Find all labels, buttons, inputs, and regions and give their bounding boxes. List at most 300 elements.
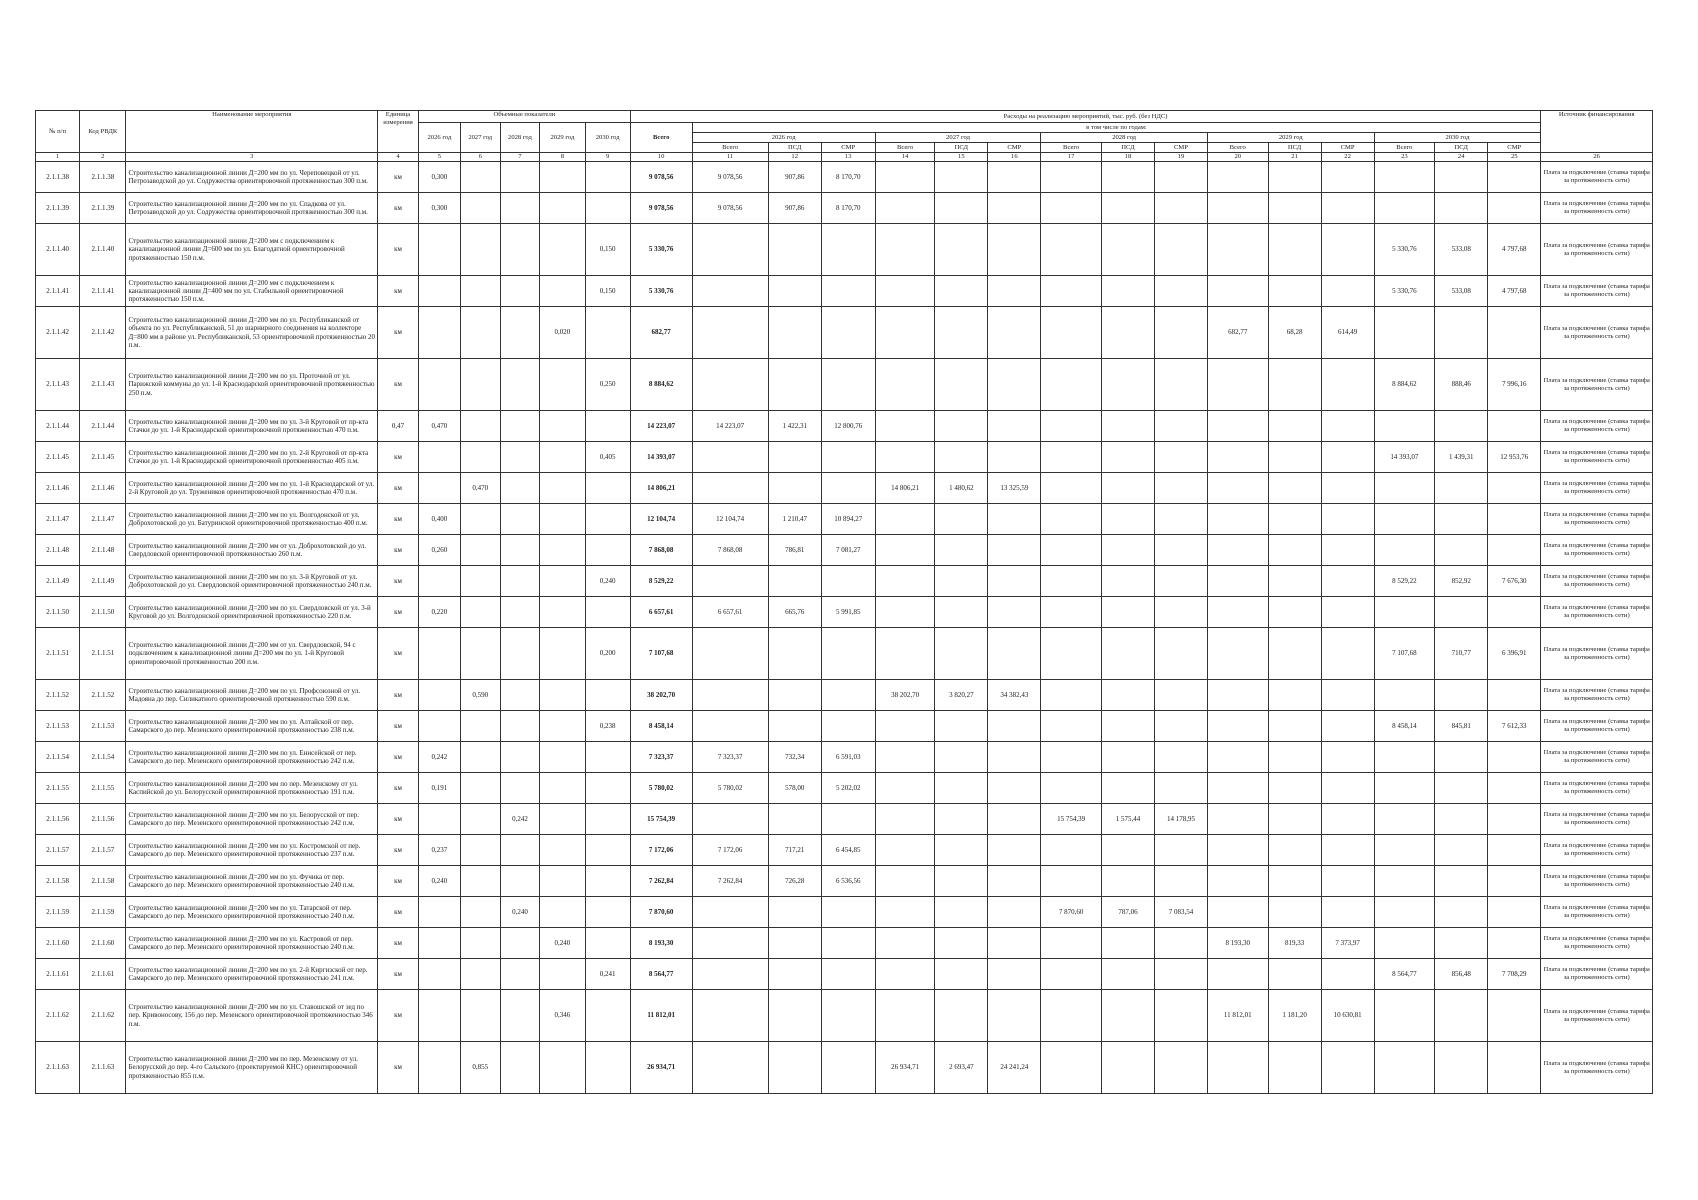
cell-expense (1101, 990, 1154, 1042)
cell-expense (821, 680, 875, 711)
cell-expense: 7 870,60 (1041, 897, 1102, 928)
cell-num: 2.1.1.55 (36, 773, 80, 804)
cell-expense (1435, 1042, 1488, 1094)
cell-expense (1207, 224, 1268, 276)
cell-volume-2030 (585, 990, 630, 1042)
cell-expense (692, 628, 768, 680)
cell-expense (692, 276, 768, 307)
cell-expense (1374, 835, 1435, 866)
cell-expense (988, 411, 1041, 442)
cell-volume-2030 (585, 742, 630, 773)
cell-volume-2030 (585, 535, 630, 566)
header-volume: Объемные показатели (418, 111, 630, 123)
cell-expense (875, 566, 935, 597)
cell-expense (875, 193, 935, 224)
cell-expense (1101, 307, 1154, 359)
column-number: 20 (1207, 153, 1268, 162)
cell-expense (692, 711, 768, 742)
cell-unit: км (378, 193, 419, 224)
cell-volume-2028 (500, 835, 540, 866)
cell-code: 2.1.1.50 (80, 597, 126, 628)
cell-expense (875, 835, 935, 866)
cell-total: 7 262,84 (630, 866, 692, 897)
cell-total: 14 806,21 (630, 473, 692, 504)
cell-expense (1374, 928, 1435, 959)
cell-expense (1374, 307, 1435, 359)
cell-num: 2.1.1.56 (36, 804, 80, 835)
table-row (36, 742, 1653, 773)
cell-volume-2029 (540, 504, 585, 535)
cell-name: Строительство канализационной линии Д=200 мм по ул. Волгодонской от ул. Доброхотовской до ул. Батуринской ориентировочной протяженностью 400 п.м. (126, 504, 378, 535)
cell-expense (1435, 835, 1488, 866)
cell-expense (1207, 835, 1268, 866)
column-number: 13 (821, 153, 875, 162)
cell-volume-2030 (585, 680, 630, 711)
cell-expense: 1 181,20 (1268, 990, 1321, 1042)
cell-unit: км (378, 566, 419, 597)
cell-expense (1207, 866, 1268, 897)
cell-expense: 8 564,77 (1374, 959, 1435, 990)
cell-expense (1374, 162, 1435, 193)
cell-expense (1488, 866, 1541, 897)
cell-name: Строительство канализационной линии Д=200 мм по ул. Костромской от пер. Самарского до пер. Мезенского ориентировочной протяженностью 237 п.м. (126, 835, 378, 866)
cell-expense (768, 804, 821, 835)
cell-num: 2.1.1.51 (36, 628, 80, 680)
cell-num: 2.1.1.40 (36, 224, 80, 276)
cell-expense (1207, 628, 1268, 680)
cell-expense (821, 897, 875, 928)
cell-name: Строительство канализационной линии Д=200 мм по ул. Алтайской от пер. Самарского до пер. Мезенского ориентировочной протяженностью 238 п.м. (126, 711, 378, 742)
cell-expense: 2 693,47 (935, 1042, 988, 1094)
cell-expense (1488, 473, 1541, 504)
cell-name: Строительство канализационной линии Д=200 мм от ул. Свердловской, 94 с подключением к канализационной линии Д=200 мм по ул. 1-й Круговой ориентировочной протяженностью 200 п.м. (126, 628, 378, 680)
cell-source: Плата за подключение (ставка тарифа за протяженность сети) (1541, 535, 1653, 566)
table-row (36, 276, 1653, 307)
cell-expense (1268, 224, 1321, 276)
cell-name: Строительство канализационной линии Д=200 мм по ул. Профсоюзной от ул. Мадояна до пер. Силикатного ориентировочной протяженностью 590 п.м. (126, 680, 378, 711)
cell-expense (875, 928, 935, 959)
cell-expense (1321, 442, 1374, 473)
cell-expense (1154, 162, 1207, 193)
cell-expense (988, 162, 1041, 193)
cell-expense (988, 224, 1041, 276)
cell-volume-2026 (418, 359, 460, 411)
cell-expense: 6 536,56 (821, 866, 875, 897)
cell-expense (988, 535, 1041, 566)
cell-volume-2027 (460, 359, 500, 411)
cell-expense (988, 359, 1041, 411)
cell-expense (821, 307, 875, 359)
header-vol-2030: 2030 год (585, 123, 630, 153)
cell-code: 2.1.1.44 (80, 411, 126, 442)
cell-expense (1268, 535, 1321, 566)
cell-volume-2026 (418, 473, 460, 504)
cell-source: Плата за подключение (ставка тарифа за протяженность сети) (1541, 928, 1653, 959)
cell-expense (935, 990, 988, 1042)
cell-volume-2027 (460, 504, 500, 535)
table-row (36, 711, 1653, 742)
cell-expense (1041, 566, 1102, 597)
cell-volume-2029 (540, 628, 585, 680)
cell-unit: км (378, 276, 419, 307)
cell-num: 2.1.1.54 (36, 742, 80, 773)
cell-total: 5 330,76 (630, 224, 692, 276)
cell-expense (692, 307, 768, 359)
cell-volume-2029 (540, 473, 585, 504)
cell-unit: км (378, 680, 419, 711)
cell-code: 2.1.1.53 (80, 711, 126, 742)
cell-expense (1488, 193, 1541, 224)
cell-expense (875, 597, 935, 628)
cell-expense (1488, 804, 1541, 835)
cell-expense: 533,08 (1435, 224, 1488, 276)
cell-expense (768, 990, 821, 1042)
cell-expense (1374, 897, 1435, 928)
table-row (36, 866, 1653, 897)
cell-expense (1154, 742, 1207, 773)
cell-expense (1321, 276, 1374, 307)
cell-unit: 0,47 (378, 411, 419, 442)
cell-expense: 8 170,70 (821, 162, 875, 193)
table-row (36, 504, 1653, 535)
cell-expense (1101, 566, 1154, 597)
cell-name: Строительство канализационной линии Д=200 мм по ул. Белорусской от пер. Самарского до пер. Мезенского ориентировочной протяженностью 242 п.м. (126, 804, 378, 835)
cell-volume-2030: 0,200 (585, 628, 630, 680)
cell-source: Плата за подключение (ставка тарифа за протяженность сети) (1541, 835, 1653, 866)
cell-expense (1101, 1042, 1154, 1094)
header-exp-2026: 2026 год (692, 133, 875, 143)
cell-expense (821, 711, 875, 742)
cell-volume-2029 (540, 773, 585, 804)
cell-expense: 6 454,85 (821, 835, 875, 866)
cell-volume-2026 (418, 928, 460, 959)
cell-total: 38 202,70 (630, 680, 692, 711)
cell-name: Строительство канализационной линии Д=200 мм с подключением к канализационной линии Д=600 мм по ул. Благодатной ориентировочной протяженностью 150 п.м. (126, 224, 378, 276)
cell-name: Строительство канализационной линии Д=200 мм по пер. Мезенскому от ул. Белорусской до пер. 4-го Сальского (проектируемой КНС) ориентировочной протяженностью 855 п.м. (126, 1042, 378, 1094)
cell-volume-2026 (418, 442, 460, 473)
cell-expense: 726,28 (768, 866, 821, 897)
cell-code: 2.1.1.43 (80, 359, 126, 411)
table-row (36, 224, 1653, 276)
cell-volume-2029 (540, 804, 585, 835)
cell-expense (1321, 773, 1374, 804)
cell-expense (1488, 307, 1541, 359)
cell-expense (935, 307, 988, 359)
cell-source: Плата за подключение (ставка тарифа за протяженность сети) (1541, 628, 1653, 680)
cell-expense (1101, 224, 1154, 276)
cell-expense: 38 202,70 (875, 680, 935, 711)
cell-expense (935, 276, 988, 307)
cell-expense: 14 393,07 (1374, 442, 1435, 473)
cell-expense (1041, 711, 1102, 742)
cell-volume-2028 (500, 359, 540, 411)
cell-num: 2.1.1.53 (36, 711, 80, 742)
cell-expense (1207, 193, 1268, 224)
cell-expense (1041, 1042, 1102, 1094)
cell-expense (1321, 897, 1374, 928)
cell-expense (1435, 742, 1488, 773)
cell-expense (1041, 442, 1102, 473)
table-row (36, 1042, 1653, 1094)
cell-expense (875, 866, 935, 897)
cell-expense: 14 806,21 (875, 473, 935, 504)
cell-expense (768, 628, 821, 680)
cell-expense (1041, 959, 1102, 990)
cell-expense: 7 868,08 (692, 535, 768, 566)
cell-expense: 787,06 (1101, 897, 1154, 928)
cell-expense (1488, 835, 1541, 866)
cell-expense (988, 835, 1041, 866)
cell-expense: 68,28 (1268, 307, 1321, 359)
cell-volume-2030: 0,150 (585, 276, 630, 307)
cell-expense (1041, 276, 1102, 307)
header-exp-2030: 2030 год (1374, 133, 1541, 143)
cell-volume-2029 (540, 162, 585, 193)
cell-total: 6 657,61 (630, 597, 692, 628)
cell-volume-2028 (500, 224, 540, 276)
cell-expense (1268, 473, 1321, 504)
cell-total: 14 393,07 (630, 442, 692, 473)
cell-volume-2028 (500, 473, 540, 504)
cell-volume-2028 (500, 990, 540, 1042)
cell-volume-2026 (418, 804, 460, 835)
cell-expense: 4 797,68 (1488, 276, 1541, 307)
cell-expense (1321, 835, 1374, 866)
subcol-total: Всего (692, 143, 768, 153)
cell-total: 12 104,74 (630, 504, 692, 535)
cell-volume-2030 (585, 504, 630, 535)
cell-expense: 1 210,47 (768, 504, 821, 535)
column-number: 16 (988, 153, 1041, 162)
cell-volume-2027 (460, 866, 500, 897)
header-exp-2027: 2027 год (875, 133, 1041, 143)
cell-expense (692, 224, 768, 276)
cell-expense (1207, 773, 1268, 804)
cell-name: Строительство канализационной линии Д=200 мм по ул. Енисейской от пер. Самарского до пер. Мезенского ориентировочной протяженностью 242 п.м. (126, 742, 378, 773)
cell-num: 2.1.1.47 (36, 504, 80, 535)
cell-expense (1488, 411, 1541, 442)
cell-expense (1321, 359, 1374, 411)
cell-expense (1488, 990, 1541, 1042)
cell-expense (1488, 897, 1541, 928)
cell-expense (1101, 711, 1154, 742)
cell-volume-2027 (460, 928, 500, 959)
cell-total: 5 330,76 (630, 276, 692, 307)
cell-volume-2028 (500, 566, 540, 597)
cell-expense (1154, 473, 1207, 504)
cell-total: 7 323,37 (630, 742, 692, 773)
cell-expense (935, 804, 988, 835)
cell-total: 7 868,08 (630, 535, 692, 566)
cell-expense: 614,49 (1321, 307, 1374, 359)
cell-expense (1488, 162, 1541, 193)
cell-expense (1488, 1042, 1541, 1094)
cell-expense (692, 959, 768, 990)
cell-expense (1374, 1042, 1435, 1094)
subcol-smr: СМР (1154, 143, 1207, 153)
cell-num: 2.1.1.46 (36, 473, 80, 504)
cell-expense (1268, 276, 1321, 307)
cell-volume-2027 (460, 307, 500, 359)
cell-expense: 1 439,31 (1435, 442, 1488, 473)
cell-expense (1268, 804, 1321, 835)
cell-expense (1435, 162, 1488, 193)
cell-expense (1321, 959, 1374, 990)
table-row (36, 359, 1653, 411)
cell-expense (1207, 359, 1268, 411)
cell-unit: км (378, 835, 419, 866)
cell-expense: 24 241,24 (988, 1042, 1041, 1094)
cell-num: 2.1.1.49 (36, 566, 80, 597)
cell-expense (1041, 473, 1102, 504)
cell-expense (988, 928, 1041, 959)
cell-expense (768, 680, 821, 711)
cell-num: 2.1.1.50 (36, 597, 80, 628)
cell-volume-2030 (585, 597, 630, 628)
cell-volume-2026 (418, 628, 460, 680)
cell-expense (935, 711, 988, 742)
cell-expense (1207, 597, 1268, 628)
cell-expense: 8 170,70 (821, 193, 875, 224)
cell-expense (1435, 535, 1488, 566)
cell-expense (1321, 193, 1374, 224)
cell-expense (1268, 897, 1321, 928)
cell-expense (1374, 773, 1435, 804)
table-row (36, 928, 1653, 959)
cell-code: 2.1.1.45 (80, 442, 126, 473)
cell-volume-2029 (540, 411, 585, 442)
cell-expense (1321, 804, 1374, 835)
cell-expense (1268, 866, 1321, 897)
column-number: 12 (768, 153, 821, 162)
header-total: Всего (630, 123, 692, 153)
cell-total: 8 458,14 (630, 711, 692, 742)
column-number: 9 (585, 153, 630, 162)
cell-expense (875, 359, 935, 411)
cell-expense (692, 442, 768, 473)
cell-expense: 5 202,02 (821, 773, 875, 804)
cell-volume-2029 (540, 959, 585, 990)
cell-expense (1488, 597, 1541, 628)
cell-expense (692, 359, 768, 411)
header-vol-2028: 2028 год (500, 123, 540, 153)
cell-expense (1154, 504, 1207, 535)
cell-num: 2.1.1.57 (36, 835, 80, 866)
column-number: 2 (80, 153, 126, 162)
cell-volume-2026 (418, 224, 460, 276)
cell-expense (1154, 224, 1207, 276)
subcol-smr: СМР (988, 143, 1041, 153)
column-number: 19 (1154, 153, 1207, 162)
cell-expense (1101, 276, 1154, 307)
cell-expense (821, 628, 875, 680)
cell-unit: км (378, 442, 419, 473)
cell-volume-2030 (585, 473, 630, 504)
cell-name: Строительство канализационной линии Д=200 мм по ул. Череповецкой от ул. Петрозаводской до ул. Содружества ориентировочной протяженностью 300 п.м. (126, 162, 378, 193)
cell-num: 2.1.1.43 (36, 359, 80, 411)
cell-code: 2.1.1.61 (80, 959, 126, 990)
cell-num: 2.1.1.48 (36, 535, 80, 566)
cell-total: 8 564,77 (630, 959, 692, 990)
cell-volume-2026 (418, 276, 460, 307)
cell-name: Строительство канализационной линии Д=200 мм по ул. Проточной от ул. Парижской коммуны до ул. 1-й Краснодарской ориентировочной протяженностью 250 п.м. (126, 359, 378, 411)
cell-expense: 8 458,14 (1374, 711, 1435, 742)
cell-expense (875, 711, 935, 742)
cell-expense (1154, 990, 1207, 1042)
cell-volume-2030 (585, 835, 630, 866)
table-row (36, 804, 1653, 835)
cell-num: 2.1.1.44 (36, 411, 80, 442)
cell-expense (935, 359, 988, 411)
cell-volume-2026: 0,191 (418, 773, 460, 804)
cell-expense: 12 953,76 (1488, 442, 1541, 473)
cell-expense (1101, 628, 1154, 680)
cell-volume-2027 (460, 711, 500, 742)
cell-expense (935, 535, 988, 566)
header-vol-2027: 2027 год (460, 123, 500, 153)
cell-volume-2029 (540, 193, 585, 224)
cell-name: Строительство канализационной линии Д=200 мм по пер. Мезенскому от ул. Каспийской до ул. Белорусской ориентировочной протяженностью 191 п.м. (126, 773, 378, 804)
cell-expense: 7 612,33 (1488, 711, 1541, 742)
cell-expense (1207, 442, 1268, 473)
cell-expense (821, 276, 875, 307)
cell-expense (1154, 866, 1207, 897)
cell-expense (935, 442, 988, 473)
cell-expense (1101, 959, 1154, 990)
table-row (36, 990, 1653, 1042)
cell-expense (768, 276, 821, 307)
cell-expense (768, 224, 821, 276)
cell-total: 5 780,02 (630, 773, 692, 804)
cell-total: 14 223,07 (630, 411, 692, 442)
header-unit: Единица измерения (378, 111, 419, 153)
cell-num: 2.1.1.42 (36, 307, 80, 359)
cell-expense: 1 480,62 (935, 473, 988, 504)
column-number: 23 (1374, 153, 1435, 162)
cell-expense: 786,81 (768, 535, 821, 566)
cell-expense (1207, 897, 1268, 928)
cell-expense (1154, 535, 1207, 566)
cell-total: 26 934,71 (630, 1042, 692, 1094)
cell-expense (988, 959, 1041, 990)
cell-expense (1041, 162, 1102, 193)
cell-volume-2027: 0,855 (460, 1042, 500, 1094)
cell-expense (1041, 990, 1102, 1042)
cell-expense (692, 1042, 768, 1094)
cell-expense (1435, 680, 1488, 711)
cell-volume-2029 (540, 535, 585, 566)
cell-volume-2030 (585, 928, 630, 959)
cell-unit: км (378, 162, 419, 193)
cell-expense (935, 628, 988, 680)
cell-source: Плата за подключение (ставка тарифа за протяженность сети) (1541, 1042, 1653, 1094)
cell-expense: 7 996,16 (1488, 359, 1541, 411)
cell-expense (1101, 866, 1154, 897)
cell-expense (1374, 990, 1435, 1042)
cell-expense (1207, 711, 1268, 742)
cell-expense (1207, 804, 1268, 835)
cell-total: 9 078,56 (630, 193, 692, 224)
subcol-psd: ПСД (768, 143, 821, 153)
column-number: 15 (935, 153, 988, 162)
cell-volume-2027 (460, 897, 500, 928)
cell-expense (1374, 535, 1435, 566)
cell-volume-2026: 0,237 (418, 835, 460, 866)
cell-total: 8 529,22 (630, 566, 692, 597)
cell-code: 2.1.1.41 (80, 276, 126, 307)
cell-expense: 9 078,56 (692, 162, 768, 193)
table-row (36, 959, 1653, 990)
